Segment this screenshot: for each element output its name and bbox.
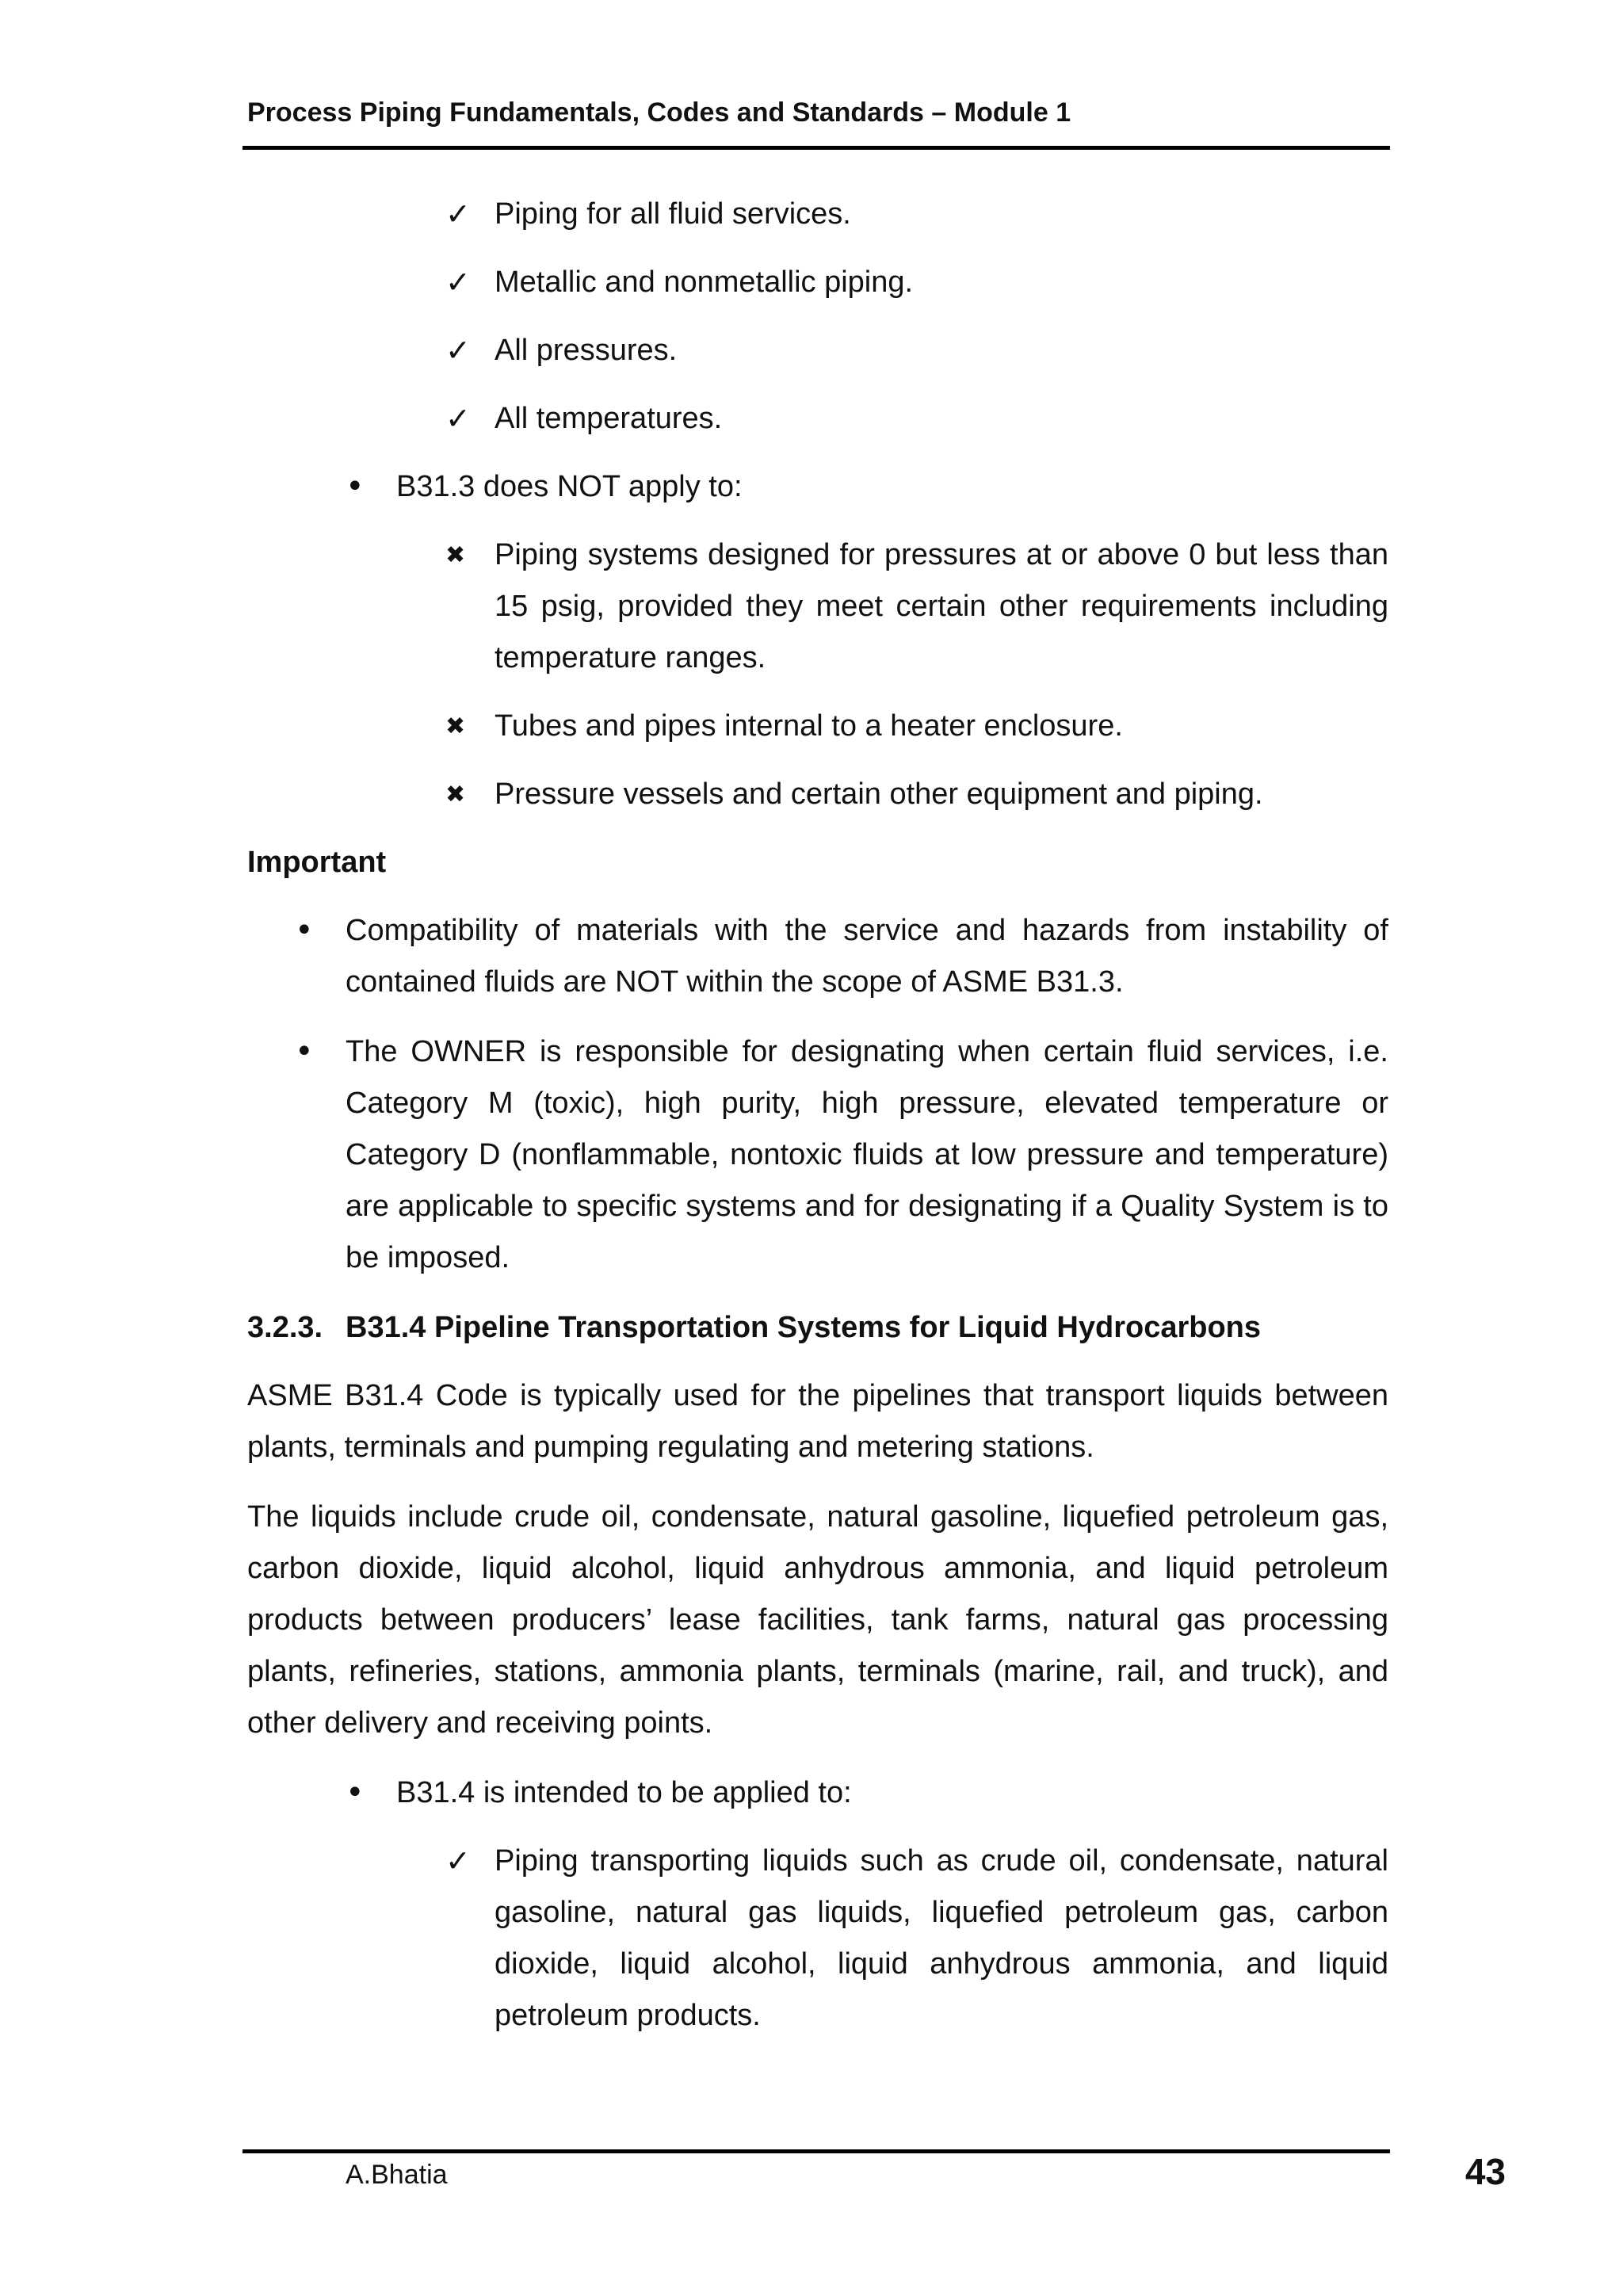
bullet-icon: • bbox=[295, 1033, 314, 1070]
page-content bbox=[247, 189, 1388, 2042]
bullet-icon: • bbox=[346, 1775, 365, 1811]
paragraph: ASME B31.4 Code is typically used for the pipelines that transport liquids between plants, terminals and pumping regulating and metering stations. bbox=[247, 1379, 1388, 1464]
bullet-icon: • bbox=[295, 912, 314, 949]
list-item bbox=[247, 1767, 1388, 1819]
list-item bbox=[247, 905, 1388, 1008]
footer-divider bbox=[242, 2149, 1390, 2153]
page-number: 43 bbox=[1465, 2151, 1506, 2192]
list-item-text: Piping for all fluid services. bbox=[495, 197, 851, 231]
list-item-text: B31.4 is intended to be applied to: bbox=[396, 1776, 852, 1809]
check-icon: ✓ bbox=[445, 197, 471, 231]
list-item-text: Compatibility of materials with the service and hazards from instability of contained fluids are NOT within the scope of ASME B31.3. bbox=[346, 914, 1388, 999]
list-item-text: Tubes and pipes internal to a heater enclosure. bbox=[495, 709, 1123, 743]
list-item bbox=[247, 1026, 1388, 1284]
list-item bbox=[247, 769, 1388, 820]
cross-icon: ✖ bbox=[445, 712, 466, 740]
list-item-text: The OWNER is responsible for designating when certain fluid services, i.e. Category M (toxic), high purity, high pressure, elevated temperature or Category D (nonflammable, nontoxic fluids at low pressure and temperature) are applicable to specific systems and for designating if a Quality System is to be imposed. bbox=[346, 1035, 1388, 1274]
section-number: 3.2.3. bbox=[247, 1311, 323, 1344]
footer-author: A.Bhatia bbox=[346, 2160, 448, 2190]
list-item-text: Piping systems designed for pressures at or above 0 but less than 15 psig, provided they meet certain other requirements including temperature ranges. bbox=[495, 538, 1388, 674]
important-heading: Important bbox=[247, 846, 387, 879]
list-item-text: Pressure vessels and certain other equipment and piping. bbox=[495, 777, 1263, 811]
list-item bbox=[247, 325, 1388, 376]
cross-icon: ✖ bbox=[445, 781, 466, 808]
page-header-title: Process Piping Fundamentals, Codes and Standards – Module 1 bbox=[247, 97, 1071, 128]
section-heading bbox=[247, 1302, 1388, 1354]
check-icon: ✓ bbox=[445, 333, 471, 368]
list-item bbox=[247, 189, 1388, 240]
header-divider bbox=[242, 146, 1390, 150]
list-item bbox=[247, 257, 1388, 308]
list-item-text: Metallic and nonmetallic piping. bbox=[495, 266, 914, 299]
list-item bbox=[247, 1836, 1388, 2042]
check-icon: ✓ bbox=[445, 401, 471, 436]
check-icon: ✓ bbox=[445, 1843, 471, 1878]
list-item-text: All temperatures. bbox=[495, 402, 723, 435]
list-item-text: All pressures. bbox=[495, 334, 678, 367]
list-item bbox=[247, 393, 1388, 445]
list-item bbox=[247, 701, 1388, 752]
cross-icon: ✖ bbox=[445, 541, 466, 569]
paragraph: The liquids include crude oil, condensate, natural gasoline, liquefied petroleum gas, carbon dioxide, liquid alcohol, liquid anhydrous ammonia, and liquid petroleum products between producers’ lease facilities, tank farms, natural gas processing plants, refineries, stations, ammonia plants, terminals (marine, rail, and truck), and other delivery and receiving points. bbox=[247, 1500, 1388, 1740]
bullet-icon: • bbox=[346, 468, 365, 505]
section-title: B31.4 Pipeline Transportation Systems for Liquid Hydrocarbons bbox=[346, 1311, 1262, 1344]
list-item bbox=[247, 529, 1388, 684]
check-icon: ✓ bbox=[445, 265, 471, 300]
list-item-text: B31.3 does NOT apply to: bbox=[396, 470, 743, 503]
list-item bbox=[247, 461, 1388, 513]
list-item-text: Piping transporting liquids such as crude oil, condensate, natural gasoline, natural gas liquids, liquefied petroleum gas, carbon dioxide, liquid alcohol, liquid anhydrous ammonia, and liquid petroleum products. bbox=[495, 1844, 1388, 2032]
